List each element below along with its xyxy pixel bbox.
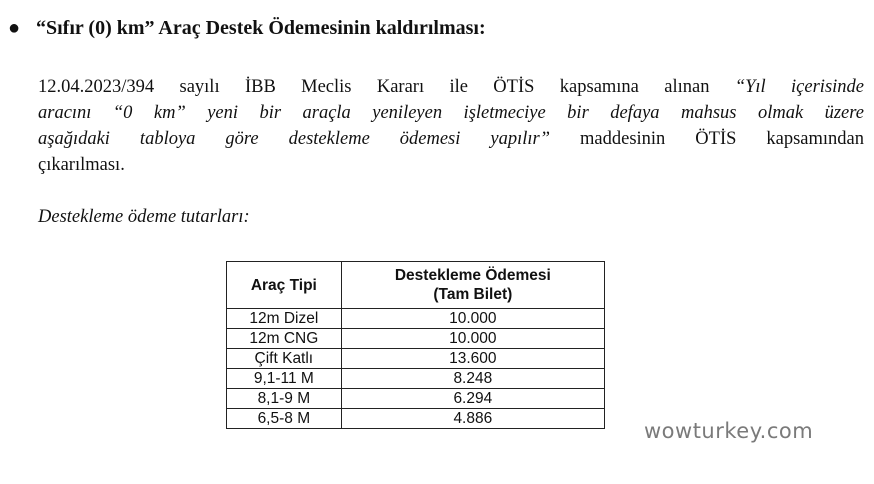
payment-amount-cell: 13.600 (341, 349, 604, 369)
vehicle-type-cell: Çift Katlı (227, 349, 342, 369)
payment-amount-cell: 6.294 (341, 389, 604, 409)
paragraph-line-3-quote: aşağıdaki tabloya göre destekleme ödemesi yapılır” (38, 129, 551, 149)
paragraph-line-1-text: 12.04.2023/394 sayılı İBB Meclis Kararı ile ÖTİS kapsamına alınan (38, 77, 735, 97)
payment-amount-cell: 4.886 (341, 409, 604, 429)
payment-amount-cell: 8.248 (341, 369, 604, 389)
table-row (227, 349, 605, 369)
paragraph-line-1 (38, 74, 864, 100)
table-caption: Destekleme ödeme tutarları: (38, 207, 250, 227)
table-row (227, 309, 605, 329)
table-row (227, 389, 605, 409)
paragraph-line-3-text: maddesinin ÖTİS kapsamından (550, 129, 865, 149)
vehicle-type-cell: 8,1-9 M (227, 389, 342, 409)
payment-table (226, 261, 605, 429)
paragraph-line-3 (38, 126, 864, 152)
table-row (227, 369, 605, 389)
paragraph-line-2 (38, 100, 864, 126)
vehicle-type-cell: 12m CNG (227, 329, 342, 349)
vehicle-type-cell: 6,5-8 M (227, 409, 342, 429)
vehicle-type-cell: 9,1-11 M (227, 369, 342, 389)
paragraph-line-1-quote: “Yıl içerisinde (734, 77, 864, 97)
paragraph-line-2-quote: aracını “0 km” yeni bir araçla yenileyen işletmeciye bir defaya mahsus olmak üzere (38, 103, 864, 123)
header-payment-line-2: (Tam Bilet) (433, 286, 513, 303)
header-payment-line-1: Destekleme Ödemesi (394, 267, 551, 284)
header-payment (341, 262, 604, 309)
section-heading (8, 17, 486, 40)
body-paragraph (38, 74, 864, 178)
heading-text: “Sıfır (0) km” Araç Destek Ödemesinin kaldırılması: (36, 17, 486, 39)
watermark: wowturkey.com (644, 419, 814, 443)
bullet-icon: ● (8, 17, 21, 39)
table-header-row (227, 262, 605, 309)
table-row (227, 409, 605, 429)
payment-amount-cell: 10.000 (341, 309, 604, 329)
payment-amount-cell: 10.000 (341, 329, 604, 349)
vehicle-type-cell: 12m Dizel (227, 309, 342, 329)
table-row (227, 329, 605, 349)
header-vehicle-type: Araç Tipi (227, 262, 342, 309)
paragraph-line-4: çıkarılması. (38, 155, 125, 175)
